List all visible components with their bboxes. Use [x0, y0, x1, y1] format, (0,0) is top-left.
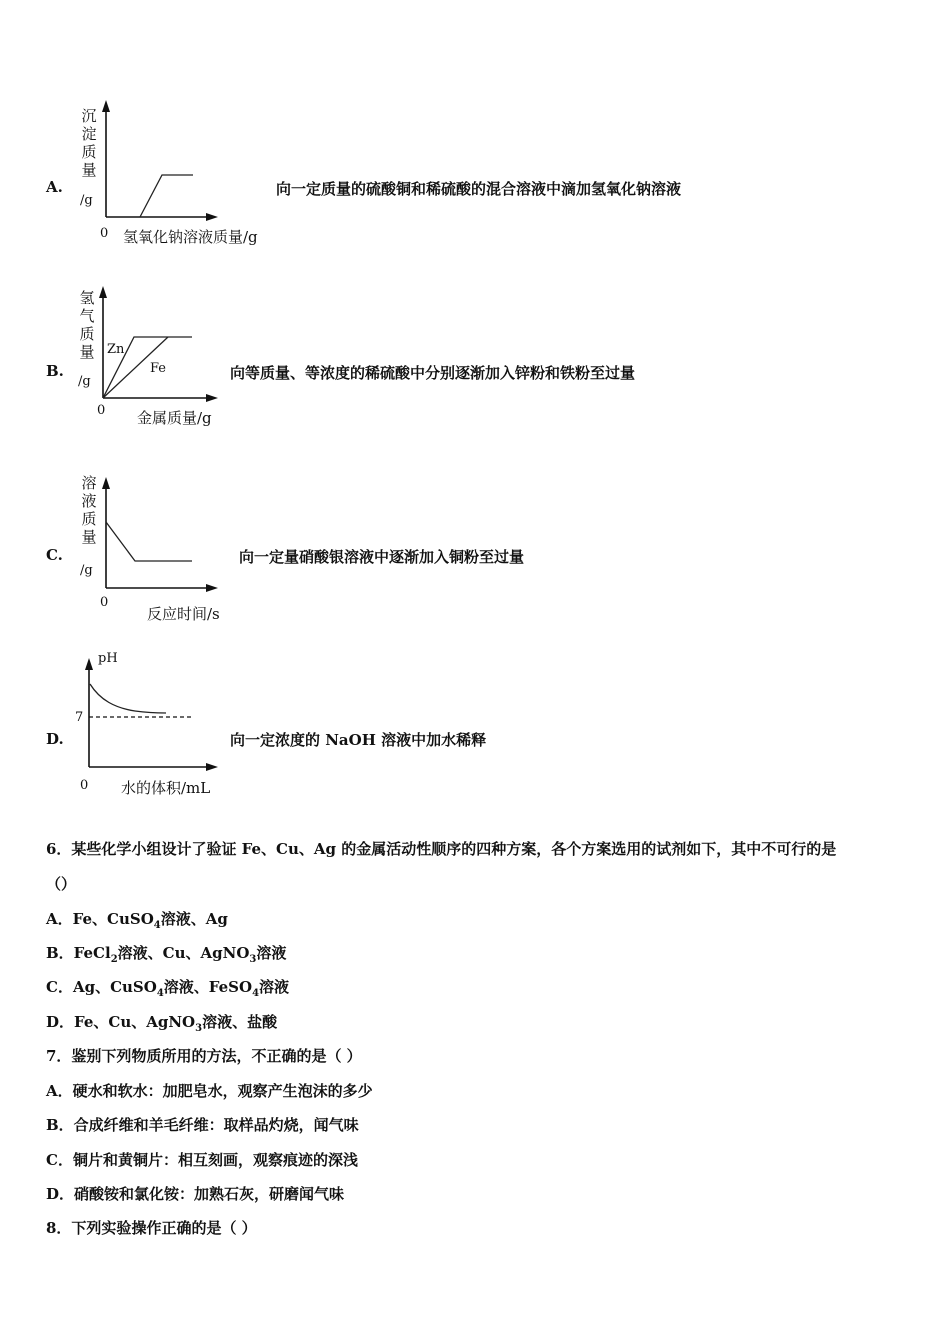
choice-b: B．FeCl$_2$溶液、Cu、AgNO$_3$溶液 [46, 944, 287, 965]
x-axis-label: 金属质量/g [137, 409, 212, 427]
option-letter: D. [46, 730, 64, 748]
x-axis-label: 反应时间/s [147, 605, 220, 623]
origin-label: 0 [97, 403, 106, 418]
y-axis-label: 沉 淀 质 量 [81, 107, 97, 179]
y-axis-label: 氢 气 质 量 [79, 289, 95, 361]
choice-a: A．硬水和软水：加肥皂水，观察产生泡沫的多少 [46, 1082, 373, 1100]
ph-7-tick-label: 7 [75, 710, 84, 725]
choice-c: C．Ag、CuSO$_4$溶液、FeSO$_4$溶液 [46, 978, 290, 999]
choice-d: D．硝酸铵和氯化铵：加熟石灰，研磨闻气味 [46, 1185, 345, 1203]
option-letter: A. [46, 178, 63, 196]
origin-label: 0 [100, 595, 109, 610]
choice-c: C．铜片和黄铜片：相互刻画，观察痕迹的深浅 [46, 1151, 358, 1169]
option-letter: B. [46, 362, 64, 380]
y-axis-unit: /g [78, 374, 91, 389]
choice-a: A．Fe、CuSO$_4$溶液、Ag [46, 910, 228, 931]
option-description: 向一定质量的硫酸铜和稀硫酸的混合溶液中滴加氢氧化钠溶液 [276, 180, 682, 198]
option-description: 向一定浓度的 NaOH 溶液中加水稀释 [230, 731, 487, 749]
option-description: 向一定量硝酸银溶液中逐渐加入铜粉至过量 [239, 548, 525, 566]
option-description: 向等质量、等浓度的稀硫酸中分别逐渐加入锌粉和铁粉至过量 [230, 364, 636, 382]
zn-line-label: Zn [107, 342, 125, 357]
answer-parenthesis: （） [46, 875, 77, 893]
origin-label: 0 [80, 778, 89, 793]
question-stem: 6．某些化学小组设计了验证 Fe、Cu、Ag 的金属活动性顺序的四种方案，各个方案选用的试剂如下，其中不可行的是 [46, 840, 837, 858]
origin-label: 0 [100, 226, 109, 241]
y-axis-unit: /g [80, 193, 93, 208]
y-axis-label: 溶 液 质 量 [81, 474, 97, 546]
option-letter: C. [46, 546, 63, 564]
fe-line-label: Fe [150, 361, 167, 376]
question-stem: 8．下列实验操作正确的是（ ） [46, 1219, 257, 1237]
choice-b: B．合成纤维和羊毛纤维：取样品灼烧，闻气味 [46, 1116, 359, 1134]
y-axis-label: pH [98, 651, 118, 666]
question-stem: 7．鉴别下列物质所用的方法，不正确的是（ ） [46, 1047, 362, 1065]
x-axis-label: 水的体积/mL [121, 779, 211, 797]
y-axis-unit: /g [80, 563, 93, 578]
x-axis-label: 氢氧化钠溶液质量/g [123, 228, 258, 246]
choice-d: D．Fe、Cu、AgNO$_3$溶液、盐酸 [46, 1013, 278, 1034]
